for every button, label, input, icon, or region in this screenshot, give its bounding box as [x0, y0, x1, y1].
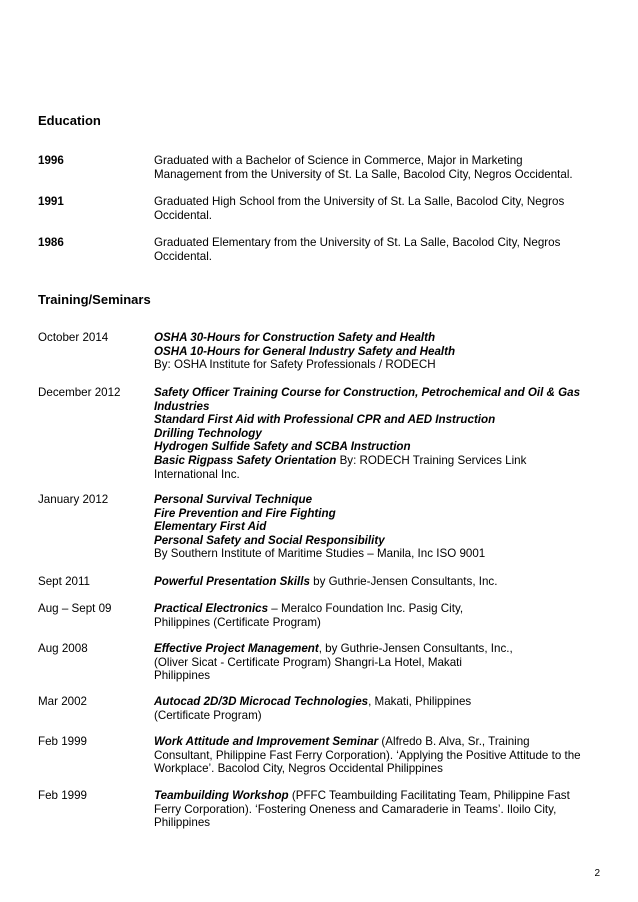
training-description: Safety Officer Training Course for Construction, Petrochemical and Oil & Gas Industries Standard First Aid with Professional CPR and AED Instruction Drilling Technology Hydrogen Sulfide Safety and SCBA Instruction Basic Rigpass Safety Orientation By: RODECH Training Services Link International Inc. — [154, 386, 581, 481]
training-description: Teambuilding Workshop (PFFC Teambuilding Facilitating Team, Philippine Fast Ferry Corporation). ‘Fostering Oneness and Camaraderie in Teams’. Iloilo City, Philippines — [154, 789, 570, 830]
education-year: 1986 — [38, 236, 64, 249]
training-description: Autocad 2D/3D Microcad Technologies, Makati, Philippines (Certificate Program) — [154, 695, 472, 722]
education-description: Graduated High School from the University of St. La Salle, Bacolod City, Negros Occidental. — [154, 195, 565, 222]
training-description: Personal Survival Technique Fire Prevention and Fire Fighting Elementary First Aid Personal Safety and Social Responsibility By Southern Institute of Maritime Studies – Manila, Inc ISO 9001 — [154, 493, 486, 561]
training-date: Feb 1999 — [38, 789, 87, 802]
training-date: Feb 1999 — [38, 735, 87, 748]
training-heading: Training/Seminars — [38, 292, 151, 307]
education-description: Graduated with a Bachelor of Science in Commerce, Major in Marketing Management from the University of St. La Salle, Bacolod City, Negros Occidental. — [154, 154, 573, 181]
education-description: Graduated Elementary from the University of St. La Salle, Bacolod City, Negros Occidental. — [154, 236, 561, 263]
education-year: 1996 — [38, 154, 64, 167]
training-date: December 2012 — [38, 386, 121, 399]
education-heading: Education — [38, 113, 101, 128]
training-description: Powerful Presentation Skills by Guthrie-Jensen Consultants, Inc. — [154, 575, 498, 588]
training-date: Aug 2008 — [38, 642, 88, 655]
training-description: Practical Electronics – Meralco Foundation Inc. Pasig City, Philippines (Certificate Program) — [154, 602, 464, 629]
training-date: Aug – Sept 09 — [38, 602, 112, 615]
training-date: Sept 2011 — [38, 575, 91, 588]
training-description: Work Attitude and Improvement Seminar (Alfredo B. Alva, Sr., Training Consultant, Philippine Fast Ferry Corporation). ‘Applying the Positive Attitude to the Workplace’. Bacolod City, Negros Occidental Philippines — [154, 735, 581, 776]
training-description: Effective Project Management, by Guthrie-Jensen Consultants, Inc., (Oliver Sicat - Certificate Program) Shangri-La Hotel, Makati Philippines — [154, 642, 513, 683]
training-date: January 2012 — [38, 493, 109, 506]
page-number: 2 — [594, 868, 600, 879]
training-date: Mar 2002 — [38, 695, 87, 708]
education-year: 1991 — [38, 195, 64, 208]
training-description: OSHA 30-Hours for Construction Safety and Health OSHA 10-Hours for General Industry Safety and Health By: OSHA Institute for Safety Professionals / RODECH — [154, 331, 456, 372]
training-date: October 2014 — [38, 331, 109, 344]
